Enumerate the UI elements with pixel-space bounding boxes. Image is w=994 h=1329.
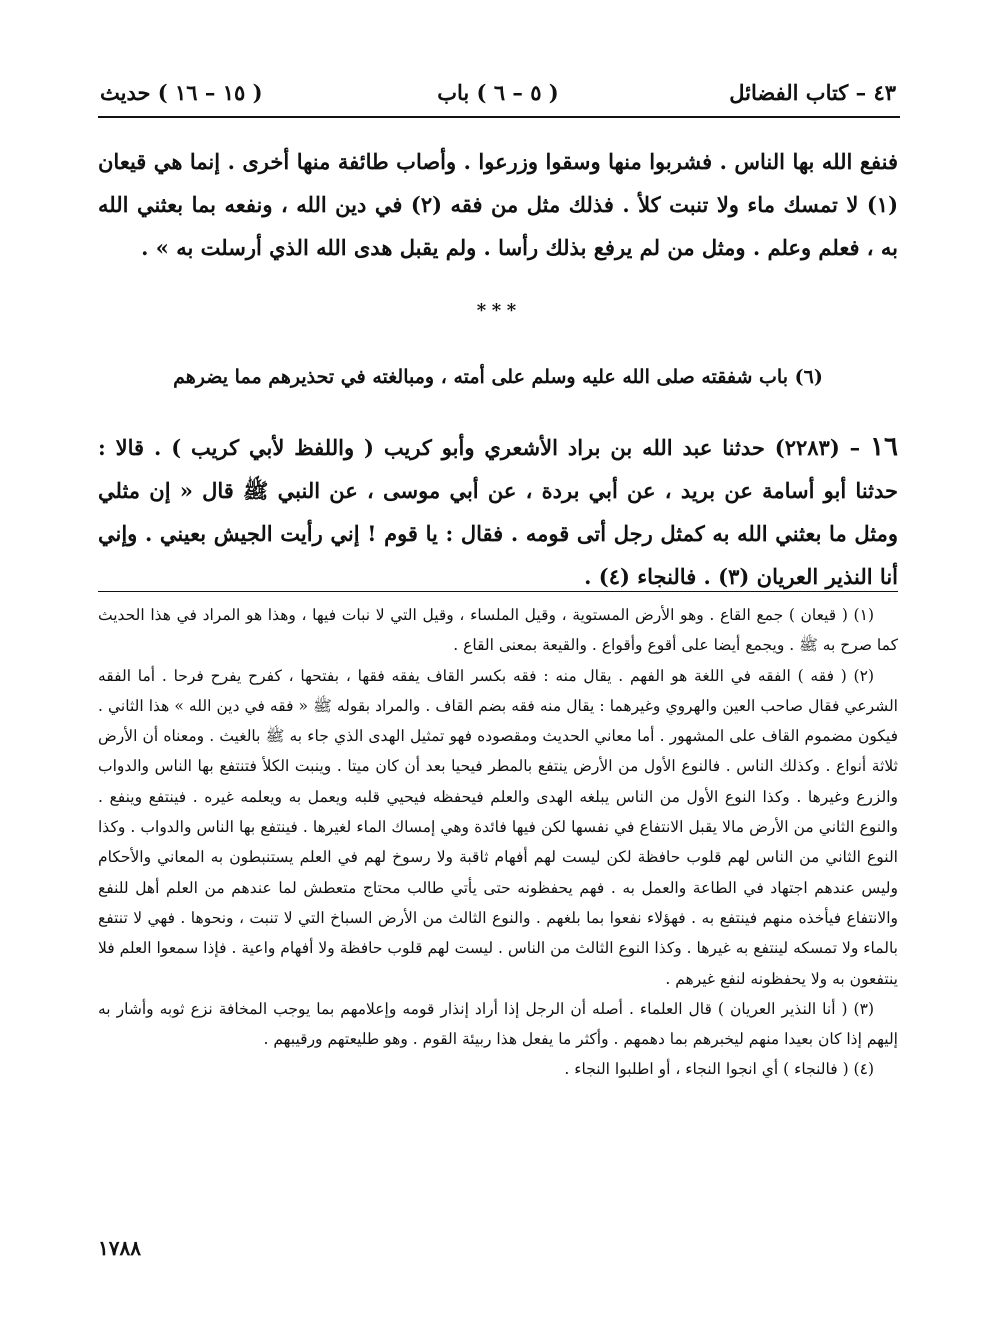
header-rule	[98, 116, 900, 118]
footnote-3: (٣) ( أنا النذير العريان ) قال العلماء . أصله أن الرجل إذا أراد إنذار قومه وإعلامهم بما يوجب المخافة نزع ثوبه وأشار به إليهم إذا كان بعيدا منهم ليخبرهم بما دهمهم . وأكثر ما يفعل هذا ربيئة القوم . وهو طليعتهم ورقيبهم .	[98, 999, 898, 1049]
footnote-4: (٤) ( فالنجاء ) أي انجوا النجاء ، أو اطلبوا النجاء .	[564, 1060, 874, 1079]
running-header	[100, 78, 896, 118]
header-chapter-ref: ( ٥ – ٦ ) باب	[437, 80, 559, 105]
chapter-title: (٦) باب شفقته صلى الله عليه وسلم على أمته ، ومبالغته في تحذيرهم مما يضرهم	[173, 366, 823, 388]
paragraph-1: فنفع الله بها الناس . فشربوا منها وسقوا وزرعوا . وأصاب طائفة منها أخرى . إنما هي قيعان (١) لا تمسك ماء ولا تنبت كلأ . فذلك مثل من فقه (٢) في دين الله ، ونفعه بما بعثني الله به ، فعلم وعلم . ومثل من لم يرفع بذلك رأسا . ولم يقبل هدى الله الذي أرسلت به » .	[98, 149, 898, 260]
hadith-continuation	[98, 140, 898, 269]
hadith-16	[98, 426, 898, 598]
hadith-text: – (٢٢٨٣) حدثنا عبد الله بن براد الأشعري وأبو كريب ( واللفظ لأبي كريب ) . قالا : حدثنا أبو أسامة عن بريد ، عن أبي بردة ، عن أبي موسى ، عن النبي ﷺ قال « إن مثلي ومثل ما بعثني الله به كمثل رجل أتى قومه . فقال : يا قوم ! إني رأيت الجيش بعيني . وإني أنا النذير العريان (٣) . فالنجاء (٤) .	[98, 435, 898, 589]
header-hadith-ref: ( ١٥ – ١٦ ) حديث	[100, 80, 263, 105]
page-number: ١٧٨٨	[98, 1236, 141, 1260]
header-book-title: ٤٣ – كتاب الفضائل	[729, 80, 896, 105]
footnotes	[98, 600, 898, 1085]
footnote-1: (١) ( قيعان ) جمع القاع . وهو الأرض المستوية ، وقيل الملساء ، وقيل التي لا نبات فيها ، وهذا هو المراد في هذا الحديث كما صرح به ﷺ . ويجمع أيضا على أقوع وأقواع . والقيعة بمعنى القاع .	[98, 606, 898, 655]
section-separator-stars: * * *	[476, 300, 518, 321]
footnote-2: (٢) ( فقه ) الفقه في اللغة هو الفهم . يقال منه : فقه بكسر القاف يفقه فقها ، بفتحها ، كفرح يفرح فرحا . أما الفقه الشرعي فقال صاحب العين والهروي وغيرهما : يقال منه فقه بضم القاف . والمراد بقوله ﷺ « فقه في دين الله » هذا الثاني . فيكون مضموم القاف على المشهور . أما معاني الحديث ومقصوده فهو تمثيل الهدى الذي جاء به ﷺ بالغيث . ومعناه أن الأرض ثلاثة أنواع . وكذلك الناس . فالنوع الأول من الأرض ينتفع بالمطر فيحيا بعد أن كان ميتا . وينبت الكلأ فتنتفع بها الناس والدواب والزرع وغيرها . وكذا النوع الأول من الناس يبلغه الهدى والعلم فيحفظه فيحيي قلبه ويعمل به ويعلمه غيره . فينتفع وينفع . والنوع الثاني من الأرض مالا يقبل الانتفاع في نفسها لكن فيها فائدة وهي إمساك الماء لغيرها . فينتفع بها الناس والدواب . وكذا النوع الثاني من الناس لهم قلوب حافظة لكن ليست لهم أفهام ثاقبة ولا رسوخ لهم في العلم يستنبطون به المعاني والأحكام وليس عندهم اجتهاد في الطاعة والعمل به . فهم يحفظونه حتى يأتي طالب محتاج متعطش لما عندهم من العلم أهل للنفع والانتفاع فيأخذه منهم فينتفع به . فهؤلاء نفعوا بما بلغهم . والنوع الثالث من الأرض السباخ التي لا تنبت ، ونحوها . فهي لا تنتفع بالماء ولا تمسكه لينتفع به غيرها . وكذا النوع الثالث من الناس . ليست لهم قلوب حافظة ولا أفهام واعية . فإذا سمعوا العلم فلا ينتفعون به ولا يحفظونه لنفع غيرهم .	[98, 666, 898, 988]
footnote-rule	[98, 591, 898, 592]
hadith-number: ١٦	[870, 432, 898, 462]
paragraph-2	[98, 426, 898, 598]
